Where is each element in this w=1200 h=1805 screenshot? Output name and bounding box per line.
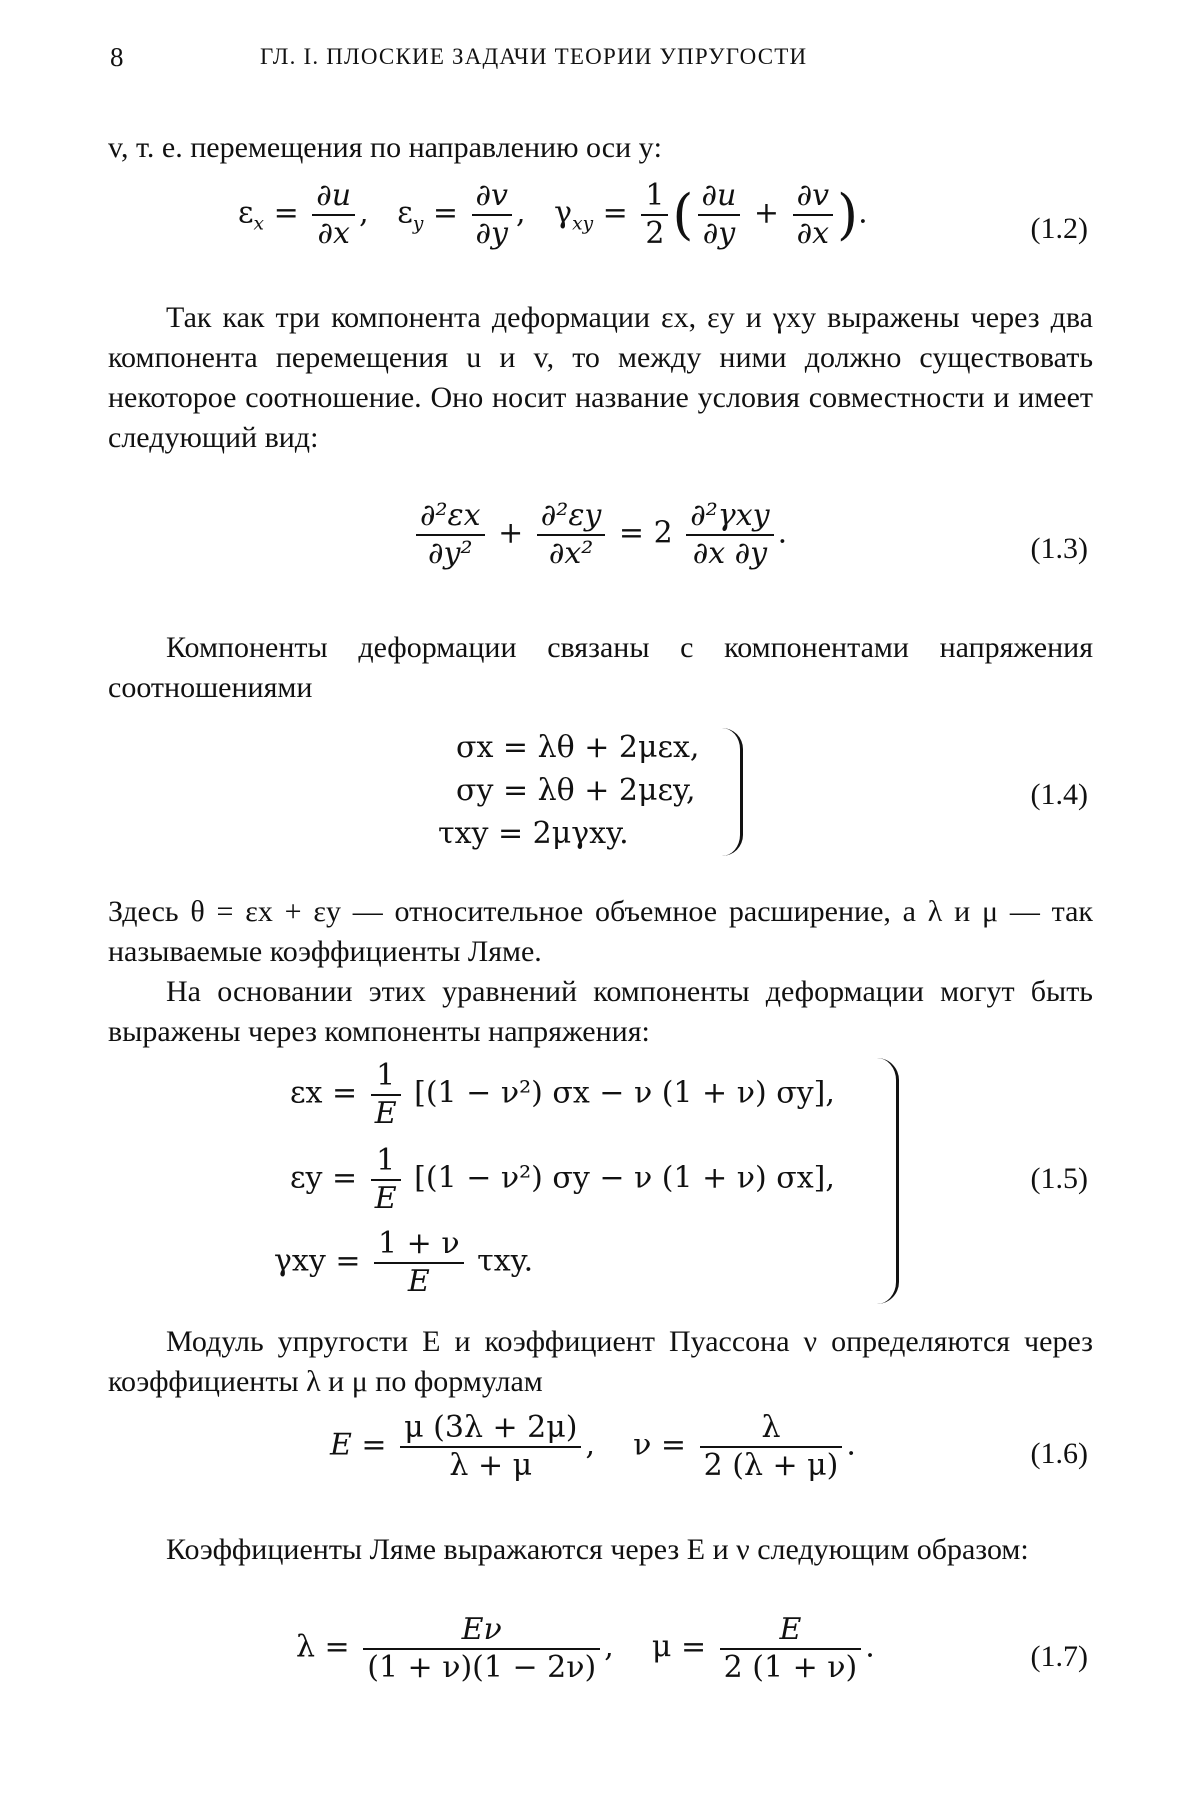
- equation-1-3: $\frac{\text{∂²εx}}{\text{∂y²}}$ + $\frac{\text{∂²εy}}{\text{∂x²}}$ = 2 $\frac{\text{∂²γxy}}{\partial x \partial y}$ .: [412, 500, 787, 569]
- eq-1-5-l3-den: E: [407, 1263, 430, 1299]
- paragraph-stress-relations: Компоненты деформации связаны с компонентами напряжения соотношениями: [108, 631, 1093, 704]
- paragraph-strain-from-stress: На основании этих уравнений компоненты деформации могут быть выражены через компоненты напряжения:: [108, 975, 1093, 1048]
- eq-1-2-t1-den: ∂y: [702, 215, 736, 251]
- eq-1-5-l3-num: 1 + ν: [374, 1228, 464, 1264]
- paragraph-young-poisson: Модуль упругости E и коэффициент Пуассона ν определяются через коэффициенты λ и μ по формулам: [108, 1325, 1093, 1398]
- eq-1-6-e-den: λ + μ: [449, 1447, 533, 1483]
- eq-1-4-line-3: τxy = 2μγxy.: [438, 816, 629, 851]
- eq-1-2-t2-den: ∂x: [796, 215, 830, 251]
- equation-number-1-3: (1.3): [1030, 532, 1088, 565]
- eq-1-5-brace: [876, 1058, 899, 1304]
- eq-1-2-half-num: 1: [641, 180, 668, 216]
- eq-1-4-line-2: σy = λθ + 2μεy,: [456, 773, 696, 808]
- eq-1-5-line-3: [274, 1228, 533, 1297]
- eq-1-7-m-num: E: [720, 1614, 862, 1650]
- eq-1-6-nu-num: λ: [700, 1412, 843, 1448]
- equation-number-1-7: (1.7): [1030, 1640, 1088, 1673]
- eq-1-3-f3-num: ∂²γxy: [686, 500, 773, 536]
- eq-1-5-l1-lhs: εx =: [290, 1075, 358, 1111]
- eq-1-2-ey-num: ∂v: [472, 180, 512, 216]
- eq-1-7-m-lhs: μ =: [651, 1629, 707, 1665]
- eq-1-2-half-den: 2: [645, 215, 665, 251]
- equation-number-1-4: (1.4): [1030, 778, 1088, 811]
- eq-1-3-f2-den: ∂x²: [548, 535, 594, 571]
- eq-1-2-t1-num: ∂u: [698, 180, 741, 216]
- eq-1-5-l1-rest: [(1 − ν²) σx − ν (1 + ν) σy],: [414, 1075, 835, 1111]
- equation-number-1-6: (1.6): [1030, 1437, 1088, 1470]
- eq-1-5-line-1: [290, 1060, 835, 1129]
- eq-1-3-f1-den: ∂y²: [428, 535, 473, 571]
- eq-1-4-brace: [722, 728, 743, 856]
- eq-1-2-ex-den: ∂x: [317, 215, 350, 251]
- eq-1-5-l2-rest: [(1 − ν²) σy − ν (1 + ν) σx],: [414, 1160, 835, 1196]
- eq-1-3-f2-num: ∂²εy: [537, 500, 606, 536]
- eq-1-7-l-den: (1 + ν)(1 − 2ν): [367, 1649, 597, 1685]
- eq-1-3-f3-den: ∂x ∂y: [692, 535, 768, 571]
- equation-number-1-5: (1.5): [1030, 1162, 1088, 1195]
- eq-1-2-ey-symbol: ε: [397, 195, 413, 231]
- eq-1-5-l1-num: 1: [371, 1060, 401, 1096]
- equation-1-7: λ = $\frac{E\nu}{(1 + \nu)(1 - 2\nu)}$ , μ = $\frac{E}{2 (1 + \nu)}$ .: [296, 1612, 875, 1685]
- eq-1-7-l-lhs: λ =: [296, 1629, 350, 1665]
- eq-1-2-ex-sub: x: [253, 213, 265, 235]
- eq-1-4-line-1: σx = λθ + 2μεx,: [456, 730, 700, 765]
- paragraph-lame-definition: Здесь θ = εx + εy — относительное объемное расширение, а λ и μ — так называемые коэффициенты Ляме.: [108, 895, 1093, 968]
- eq-1-2-ex-symbol: ε: [238, 195, 254, 231]
- eq-1-2-ex-num: ∂u: [312, 180, 355, 216]
- eq-1-5-line-2: [290, 1145, 835, 1214]
- page-number: 8: [110, 42, 125, 72]
- eq-1-7-l-num: Eν: [363, 1614, 600, 1650]
- equation-number-1-2: (1.2): [1030, 212, 1088, 245]
- eq-1-6-nu-lhs: ν =: [633, 1427, 687, 1463]
- equation-1-6: E = $\frac{\mu (3\lambda + 2\mu)}{\lambda + \mu}$ , ν = $\frac{\lambda}{2 (\lambda + \mu)}$ .: [330, 1410, 856, 1483]
- eq-1-5-l1-den: E: [374, 1095, 397, 1131]
- eq-1-2-t2-num: ∂v: [793, 180, 833, 216]
- eq-1-5-l3-rest: τxy.: [477, 1243, 534, 1279]
- eq-1-5-l2-den: E: [374, 1180, 397, 1216]
- eq-1-5-l2-num: 1: [371, 1145, 401, 1181]
- eq-1-6-nu-den: 2 (λ + μ): [703, 1447, 839, 1483]
- paragraph-intro: v, т. е. перемещения по направлению оси y:: [108, 131, 662, 164]
- eq-1-2-ey-den: ∂y: [475, 215, 509, 251]
- eq-1-2-ey-sub: y: [412, 213, 424, 235]
- eq-1-5-l2-lhs: εy =: [290, 1160, 358, 1196]
- equation-1-2: $\varepsilon_x$ = $\frac{\partial u}{\partial x}$ , $\varepsilon_y$ = $\frac{\partial v}{\partial y}$ , $\gamma_{xy}$ = $\frac{1}{2}$ ( $\frac{\partial u}{\partial y}$ + $\frac{\partial v}{\partial x}$ ).: [238, 178, 868, 251]
- paragraph-lame-from-e-nu: Коэффициенты Ляме выражаются через E и ν следующим образом:: [166, 1533, 1029, 1566]
- eq-1-6-e-num: μ (3λ + 2μ): [400, 1412, 581, 1448]
- eq-1-7-m-den: 2 (1 + ν): [723, 1649, 858, 1685]
- running-title: ГЛ. I. ПЛОСКИЕ ЗАДАЧИ ТЕОРИИ УПРУГОСТИ: [260, 44, 808, 69]
- eq-1-2-gxy-sub: xy: [572, 213, 594, 235]
- eq-1-3-f1-num: ∂²εx: [416, 500, 485, 536]
- paragraph-compatibility: Так как три компонента деформации εx, εy и γxy выражены через два компонента перемещения u и v, то между ними должно существовать некоторое соотношение. Оно носит название условия совместности и имеет следующий вид:: [108, 301, 1093, 454]
- eq-1-5-l3-lhs: γxy =: [274, 1243, 361, 1279]
- eq-1-3-coef: 2: [653, 515, 673, 551]
- eq-1-6-e-lhs: E =: [330, 1427, 387, 1463]
- eq-1-2-gxy-symbol: γ: [554, 195, 573, 231]
